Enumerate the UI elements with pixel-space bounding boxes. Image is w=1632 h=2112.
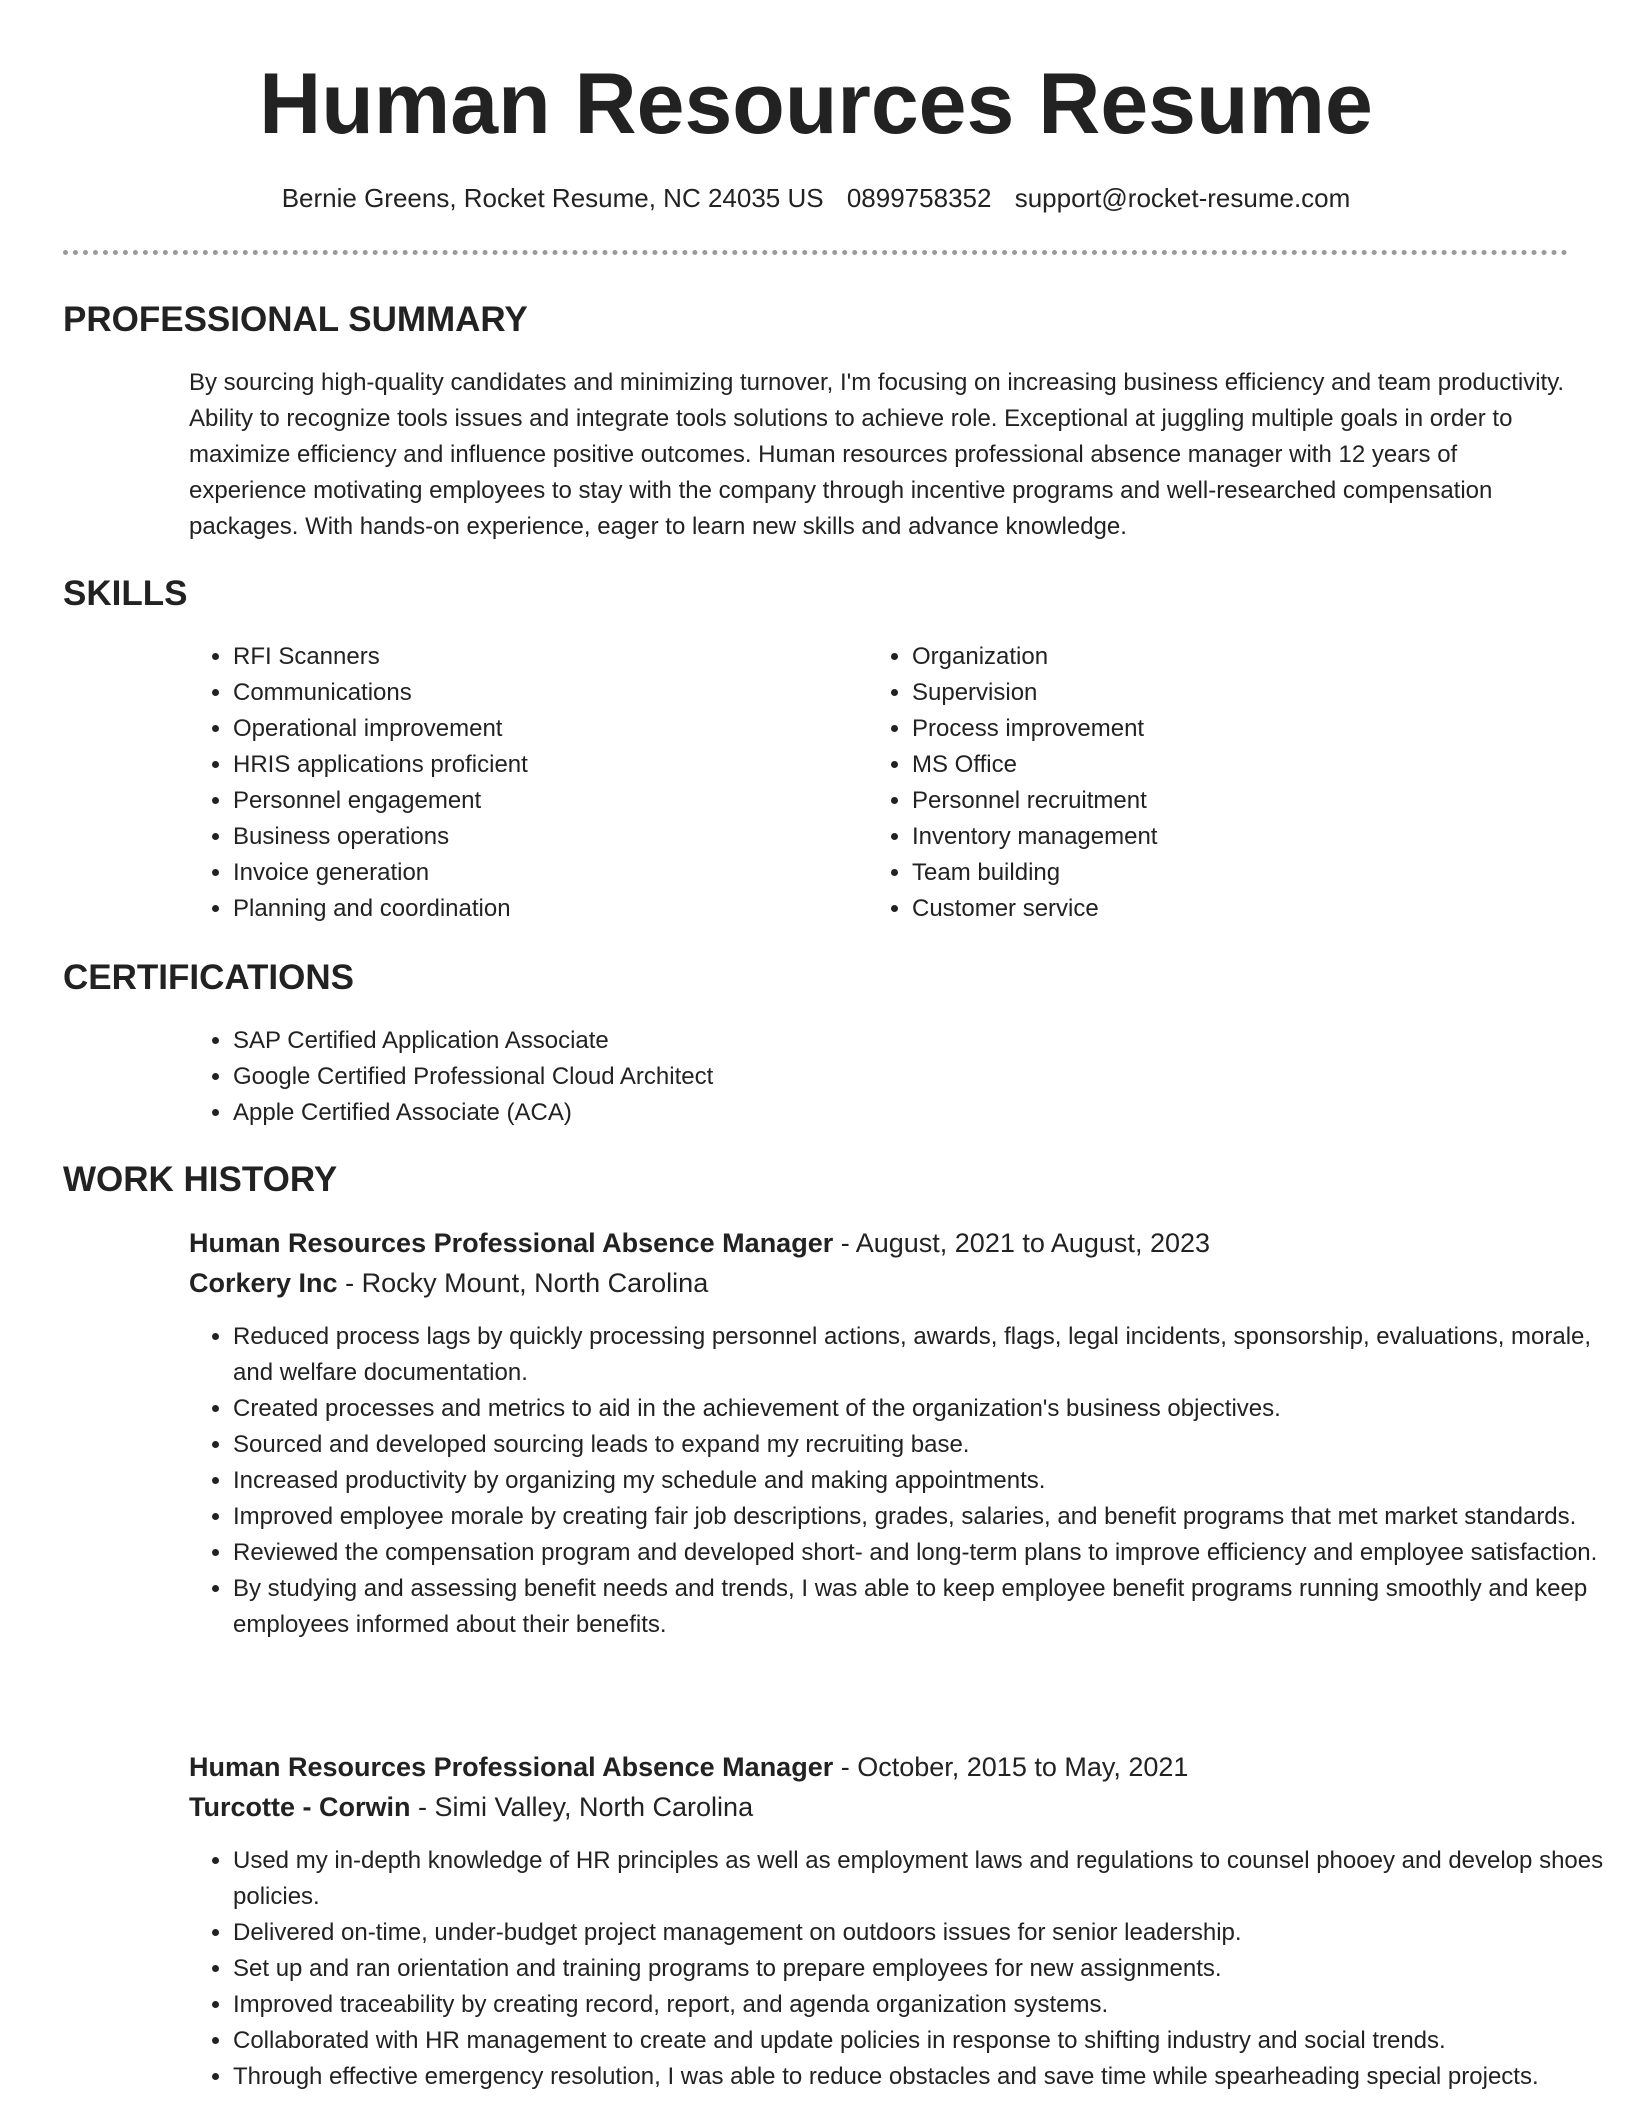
skill-item: • Process improvement [912,711,1532,747]
job-dates: - August, 2021 to August, 2023 [833,1228,1211,1258]
summary-heading: PROFESSIONAL SUMMARY [63,300,528,339]
job-duty: • By studying and assessing benefit needs and trends, I was able to keep employee benefit programs running smoothly and keep employees informed about their benefits. [233,1571,1613,1643]
contact-phone: 0899758352 [846,183,992,213]
job-duty: • Used my in-depth knowledge of HR principles as well as employment laws and regulations to counsel phooey and develop shoes policies. [233,1843,1613,1915]
resume-title: Human Resources Resume [259,56,1373,152]
skills-list-right [868,639,1532,927]
job-duty: • Improved employee morale by creating fair job descriptions, grades, salaries, and benefit programs that met market standards. [233,1499,1613,1535]
certifications-heading: CERTIFICATIONS [63,958,355,997]
job-duty: • Through effective emergency resolution, I was able to reduce obstacles and save time while spearheading special projects. [233,2059,1613,2095]
skill-item: • Invoice generation [233,855,853,891]
skills-list-left [189,639,853,927]
header-divider [63,250,1568,255]
contact-line [0,180,1632,216]
job-duty: • Sourced and developed sourcing leads to expand my recruiting base. [233,1427,1613,1463]
skill-item: • Inventory management [912,819,1532,855]
skill-item: • Communications [233,675,853,711]
skill-item: • HRIS applications proficient [233,747,853,783]
contact-address: Bernie Greens, Rocket Resume, NC 24035 US [281,183,824,213]
certification-item: • Apple Certified Associate (ACA) [233,1095,1613,1131]
job-company: Turcotte - Corwin [189,1792,411,1822]
job-employer [189,1787,753,1827]
certification-item: • Google Certified Professional Cloud Architect [233,1059,1613,1095]
job-role: Human Resources Professional Absence Manager [189,1228,834,1258]
job-duty: • Increased productivity by organizing my schedule and making appointments. [233,1463,1613,1499]
job-duties-list [189,1843,1613,2095]
skill-item: • Personnel recruitment [912,783,1532,819]
skill-item: • MS Office [912,747,1532,783]
job-role: Human Resources Professional Absence Manager [189,1752,834,1782]
skill-item: • Planning and coordination [233,891,853,927]
job-duty: • Created processes and metrics to aid in the achievement of the organization's business objectives. [233,1391,1613,1427]
skills-heading: SKILLS [63,574,188,613]
skill-item: • Team building [912,855,1532,891]
job-duties-list [189,1319,1613,1643]
job-duty: • Reduced process lags by quickly processing personnel actions, awards, flags, legal incidents, sponsorship, evaluations, morale, and welfare documentation. [233,1319,1613,1391]
job-duty: • Reviewed the compensation program and developed short- and long-term plans to improve efficiency and employee satisfaction. [233,1535,1613,1571]
skill-item: • Organization [912,639,1532,675]
job-dates: - October, 2015 to May, 2021 [833,1752,1189,1782]
certification-item: • SAP Certified Application Associate [233,1023,1613,1059]
job-location: - Rocky Mount, North Carolina [337,1268,709,1298]
contact-email: support@rocket-resume.com [1014,183,1351,213]
job-employer [189,1263,708,1303]
work-history-heading: WORK HISTORY [63,1160,338,1199]
job-duty: • Set up and ran orientation and training programs to prepare employees for new assignments. [233,1951,1613,1987]
summary-text: By sourcing high-quality candidates and minimizing turnover, I'm focusing on increasing business efficiency and team productivity. Ability to recognize tools issues and integrate tools solutions to achieve role. Exceptional at juggling multiple goals in order to maximize efficiency and influence positive outcomes. Human resources professional absence manager with 12 years of experience motivating employees to stay with the company through incentive programs and well-researched compensation packages. With hands-on experience, eager to learn new skills and advance knowledge. [189,369,1565,540]
skill-item: • RFI Scanners [233,639,853,675]
skill-item: • Operational improvement [233,711,853,747]
job-duty: • Improved traceability by creating record, report, and agenda organization systems. [233,1987,1613,2023]
job-heading [189,1223,1210,1263]
job-company: Corkery Inc [189,1268,338,1298]
job-location: - Simi Valley, North Carolina [410,1792,754,1822]
certifications-list [189,1023,1613,1131]
skill-item: • Customer service [912,891,1532,927]
skill-item: • Business operations [233,819,853,855]
skill-item: • Personnel engagement [233,783,853,819]
job-duty: • Collaborated with HR management to create and update policies in response to shifting industry and social trends. [233,2023,1613,2059]
job-heading [189,1747,1188,1787]
job-duty: • Delivered on-time, under-budget project management on outdoors issues for senior leadership. [233,1915,1613,1951]
skill-item: • Supervision [912,675,1532,711]
